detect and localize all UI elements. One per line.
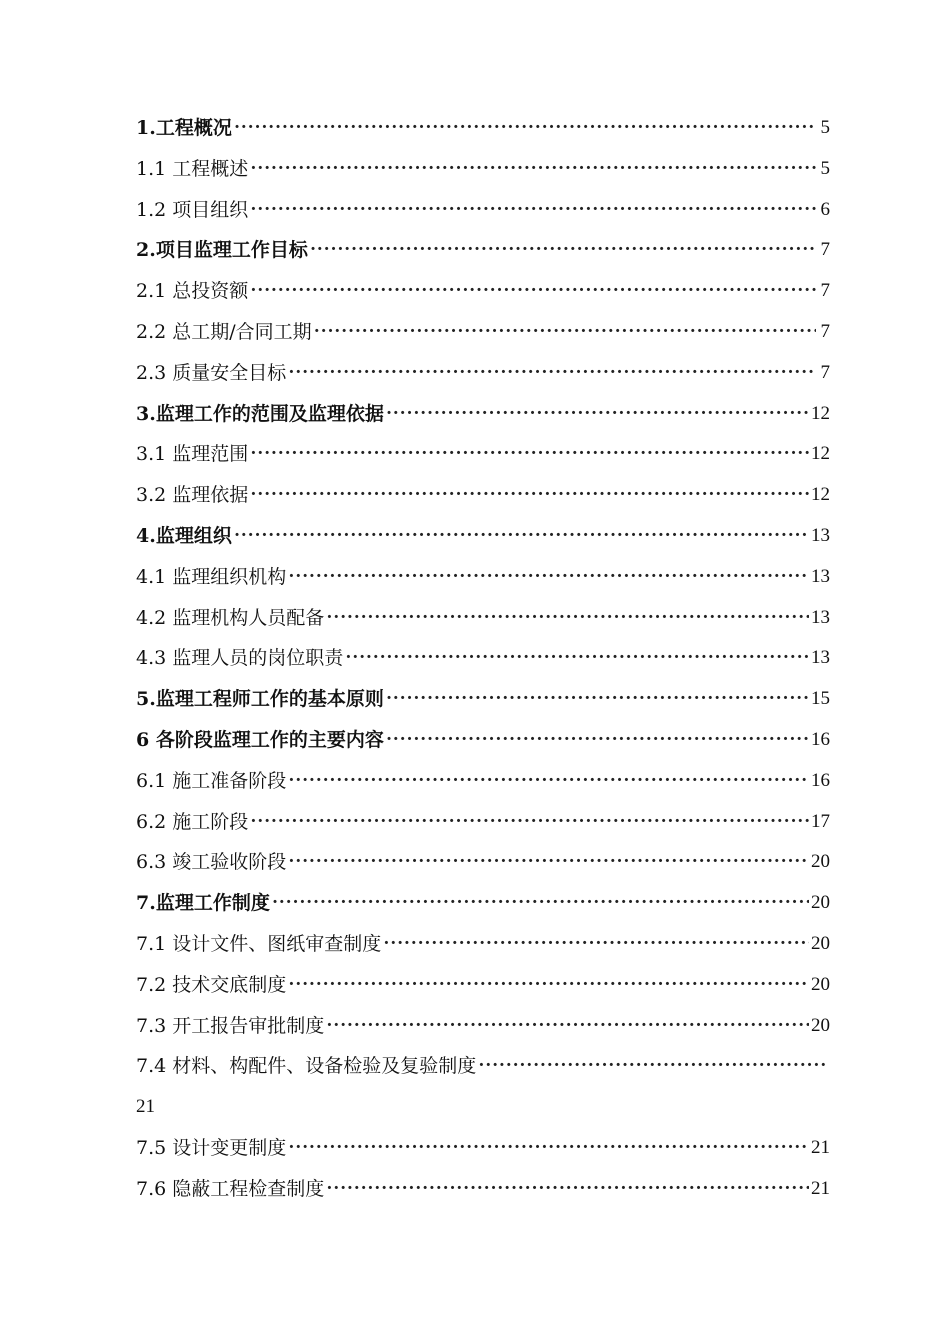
- toc-entry-label: 7.监理工作制度: [136, 892, 270, 915]
- toc-entry-page-number: 13: [811, 565, 830, 587]
- toc-dot-leader: [288, 761, 809, 802]
- toc-entry-page-number: 20: [811, 1014, 830, 1036]
- toc-entry-label: 6.3 竣工验收阶段: [136, 851, 287, 874]
- toc-entry-page-number: 16: [811, 728, 830, 750]
- toc-entry[interactable]: [136, 883, 830, 924]
- toc-dot-leader: [272, 883, 809, 924]
- toc-entry-label: 7.5 设计变更制度: [136, 1136, 287, 1159]
- toc-entry[interactable]: [136, 271, 830, 312]
- toc-entry-page-number: 21: [811, 1177, 830, 1199]
- toc-dot-leader: [314, 312, 816, 353]
- toc-entry-page-number: 7: [820, 361, 830, 383]
- toc-entry-page-number: 7: [820, 280, 830, 302]
- toc-entry[interactable]: [136, 1169, 830, 1210]
- toc-entry-label: 7.4 材料、构配件、设备检验及复验制度: [136, 1055, 477, 1078]
- toc-entry[interactable]: [136, 230, 830, 271]
- table-of-contents: [136, 108, 830, 1210]
- toc-entry[interactable]: [136, 1046, 830, 1087]
- toc-entry-label: 2.2 总工期/合同工期: [136, 320, 312, 343]
- toc-dot-leader: [250, 802, 809, 843]
- toc-entry-label: 7.1 设计文件、图纸审查制度: [136, 932, 382, 955]
- toc-entry[interactable]: [136, 965, 830, 1006]
- toc-entry-page-number: 16: [811, 769, 830, 791]
- toc-entry-page-number: 13: [811, 606, 830, 628]
- toc-dot-leader: [310, 230, 816, 271]
- toc-dot-leader: [250, 190, 816, 231]
- toc-entry-label: 1.1 工程概述: [136, 157, 249, 180]
- toc-dot-leader: [288, 1128, 809, 1169]
- toc-entry[interactable]: [136, 1006, 830, 1047]
- toc-entry-page-number: 21: [811, 1136, 830, 1158]
- toc-entry-label: 7.2 技术交底制度: [136, 973, 287, 996]
- toc-entry[interactable]: [136, 761, 830, 802]
- toc-dot-leader: [250, 271, 816, 312]
- toc-dot-leader: [288, 842, 809, 883]
- toc-entry-page-number: 13: [811, 647, 830, 669]
- toc-entry-page-number: 7: [820, 239, 830, 261]
- toc-dot-leader: [386, 394, 809, 435]
- toc-entry-label: 6.1 施工准备阶段: [136, 769, 287, 792]
- toc-entry-label: 6.2 施工阶段: [136, 810, 249, 833]
- toc-entry-label: 2.1 总投资额: [136, 280, 249, 303]
- toc-entry[interactable]: [136, 1128, 830, 1169]
- toc-dot-leader: [326, 598, 809, 639]
- toc-entry-page-number: 21: [136, 1096, 155, 1118]
- toc-entry-label: 7.6 隐蔽工程检查制度: [136, 1177, 325, 1200]
- toc-entry-page-number: 13: [811, 524, 830, 546]
- toc-entry[interactable]: [136, 679, 830, 720]
- toc-entry-label: 6 各阶段监理工作的主要内容: [136, 728, 384, 751]
- toc-dot-leader: [386, 720, 809, 761]
- toc-entry-page-number: 20: [811, 973, 830, 995]
- toc-entry-page-number: 15: [811, 688, 830, 710]
- toc-entry[interactable]: [136, 842, 830, 883]
- toc-entry-label: 1.2 项目组织: [136, 198, 249, 221]
- toc-entry-page-number: 5: [820, 117, 830, 138]
- toc-entry-label: 2.3 质量安全目标: [136, 361, 287, 384]
- toc-entry-page-number: 20: [811, 851, 830, 873]
- toc-entry-label: 4.监理组织: [136, 524, 232, 547]
- toc-entry-page-number: 12: [811, 484, 830, 506]
- toc-dot-leader: [250, 149, 816, 190]
- toc-entry[interactable]: [136, 149, 830, 190]
- toc-entry-page-number: 12: [811, 402, 830, 424]
- toc-entry[interactable]: [136, 394, 830, 435]
- toc-entry-label: 5.监理工程师工作的基本原则: [136, 688, 384, 711]
- toc-dot-leader: [288, 557, 809, 598]
- toc-entry[interactable]: [136, 312, 830, 353]
- toc-dot-leader: [345, 638, 809, 679]
- toc-entry-page-number: 12: [811, 443, 830, 465]
- toc-entry[interactable]: [136, 557, 830, 598]
- toc-entry[interactable]: [136, 475, 830, 516]
- toc-dot-leader: [288, 353, 816, 394]
- toc-entry-page-number: 17: [811, 810, 830, 832]
- toc-entry[interactable]: [136, 190, 830, 231]
- toc-entry-label: 3.2 监理依据: [136, 484, 249, 507]
- toc-entry-page-number: 7: [820, 320, 830, 342]
- toc-entry-label: 3.1 监理范围: [136, 443, 249, 466]
- toc-dot-leader: [250, 434, 809, 475]
- toc-entry[interactable]: [136, 434, 830, 475]
- toc-entry[interactable]: [136, 802, 830, 843]
- toc-entry[interactable]: [136, 353, 830, 394]
- toc-entry-label: 2.项目监理工作目标: [136, 239, 308, 262]
- toc-entry[interactable]: [136, 638, 830, 679]
- toc-dot-leader: [250, 475, 809, 516]
- toc-dot-leader: [383, 924, 809, 965]
- toc-entry-label: 4.3 监理人员的岗位职责: [136, 647, 344, 670]
- toc-entry-page-number: 20: [811, 892, 830, 914]
- toc-dot-leader: [234, 108, 816, 149]
- toc-entry[interactable]: [136, 924, 830, 965]
- toc-dot-leader: [386, 679, 809, 720]
- toc-dot-leader: [326, 1006, 809, 1047]
- toc-dot-leader: [234, 516, 809, 557]
- toc-dot-leader: [288, 965, 809, 1006]
- toc-entry-label: 7.3 开工报告审批制度: [136, 1014, 325, 1037]
- toc-entry-page-number: 20: [811, 932, 830, 954]
- toc-entry-label: 3.监理工作的范围及监理依据: [136, 402, 384, 425]
- toc-entry[interactable]: [136, 720, 830, 761]
- toc-entry[interactable]: [136, 108, 830, 149]
- toc-entry-label: 4.1 监理组织机构: [136, 565, 287, 588]
- toc-entry-label: 4.2 监理机构人员配备: [136, 606, 325, 629]
- toc-entry-page-number: 5: [820, 157, 830, 179]
- toc-dot-leader: [478, 1046, 828, 1087]
- toc-dot-leader: [326, 1169, 809, 1210]
- toc-entry-page-number: 6: [820, 198, 830, 220]
- toc-entry[interactable]: [136, 516, 830, 557]
- toc-entry-label: 1.工程概况: [136, 117, 232, 139]
- toc-entry[interactable]: [136, 598, 830, 639]
